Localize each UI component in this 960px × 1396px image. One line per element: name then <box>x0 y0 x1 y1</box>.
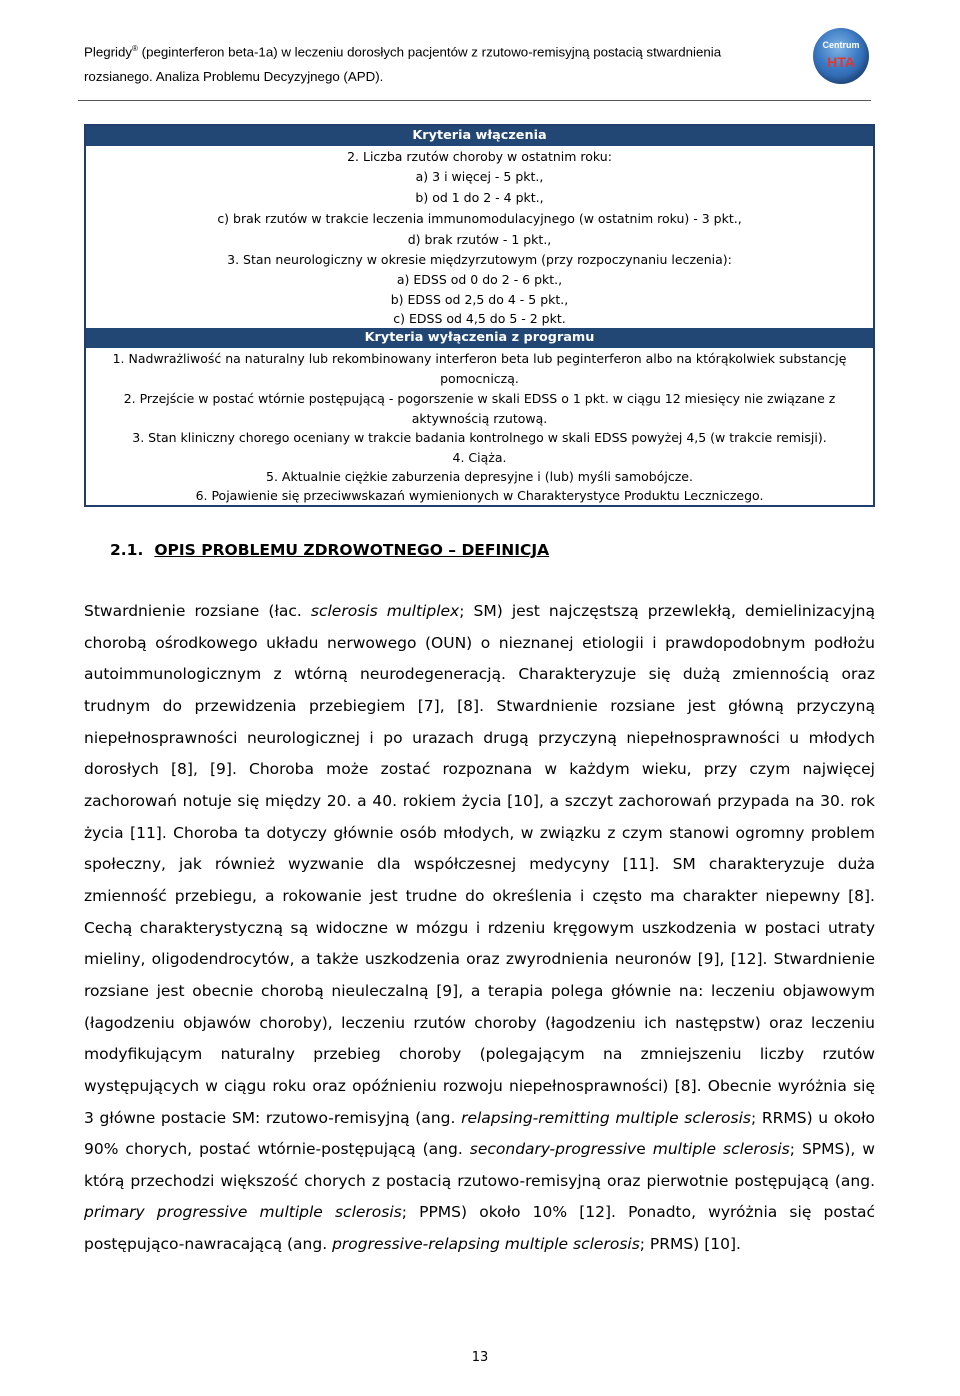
criteria-table <box>84 124 875 507</box>
inclusion-line: 2. Liczba rzutów choroby w ostatnim roku: <box>347 149 612 164</box>
italic-term: multiple sclerosis <box>652 1140 790 1159</box>
exclusion-line: 5. Aktualnie ciężkie zaburzenia depresyjne i (lub) myśli samobójcze. <box>266 469 693 484</box>
exclusion-criteria-heading: Kryteria wyłączenia z programu <box>86 328 873 348</box>
exclusion-line: 6. Pojawienie się przeciwwskazań wymienionych w Charakterystyce Produktu Leczniczego. <box>195 488 764 503</box>
italic-term: progressive-relapsing multiple sclerosis <box>332 1235 640 1254</box>
header-title-line2: rozsianego. Analiza Problemu Decyzyjnego (APD). <box>84 69 384 85</box>
registered-mark: ® <box>132 44 138 53</box>
exclusion-line: 4. Ciąża. <box>452 450 507 465</box>
logo-text-bottom: HTA <box>827 54 855 70</box>
document-header <box>84 36 814 89</box>
page-number: 13 <box>471 1350 489 1365</box>
header-product-name: Plegridy <box>84 44 133 60</box>
italic-term: primary progressive multiple sclerosis <box>84 1203 402 1222</box>
italic-term: relapsing-remitting multiple sclerosis <box>461 1108 752 1127</box>
exclusion-line: 2. Przejście w postać wtórnie postępującą - pogorszenie w skali EDSS o 1 pkt. w ciągu 12 miesięcy nie związane z <box>123 391 836 406</box>
inclusion-criteria-heading: Kryteria włączenia <box>86 126 873 146</box>
header-title-rest: (peginterferon beta-1a) w leczeniu dorosłych pacjentów z rzutowo-remisyjną postacią stwardnienia <box>137 44 722 60</box>
inclusion-line: c) EDSS od 4,5 do 5 - 2 pkt. <box>393 311 566 326</box>
logo-text-top: Centrum <box>822 40 860 50</box>
paragraph-text: Stwardnienie rozsiane (łac. <box>84 602 311 620</box>
italic-term: secondary-progressiv <box>469 1140 637 1159</box>
paragraph-text: ; PPMS) około 10% [12]. Ponadto, wyróżnia się postać postępująco-nawracającą (ang. <box>84 1203 875 1254</box>
inclusion-line: 3. Stan neurologiczny w okresie międzyrzutowym (przy rozpoczynaniu leczenia): <box>227 252 732 267</box>
paragraph-text: ; SM) jest najczęstszą przewlekłą, demielinizacyjną chorobą ośrodkowego układu nerwowego (OUN) o nieznanej etiologii i prawdopodobnym podłożu autoimmunologicznym z wtórną neurodegeneracją. Charakteryzuje się dużą zmiennością oraz trudnym do przewidzenia przebiegiem [7], [8]. Stwardnienie rozsiane jest główną przyczyną niepełnosprawności neurologicznej i po urazach drugą przyczyną niepełnosprawności u młodych dorosłych [8], [9]. Choroba może zostać rozpoznana w każdym wieku, przy czym najwięcej zachorowań notuje się między 20. a 40. rokiem życia [10], a szczyt zachorowań przypada na 30. rok życia [11]. Choroba ta dotyczy głównie osób młodych, w związku z czym stanowi ogromny problem społeczny, jak również wyzwanie dla współczesnej medycyny [11]. SM charakteryzuje duża zmienność przebiegu, a rokowanie jest trudne do określenia i często ma charakter niepewny [8]. Cechą charakterystyczną są widoczne w mózgu i rdzeniu kręgowym uszkodzenia w postaci utraty mieliny, oligodendrocytów, a także uszkodzenia oraz zwyrodnienia neuronów [9], [12]. Stwardnienie rozsiane jest obecnie chorobą nieuleczalną [9], a terapia polega głównie na: leczeniu objawowym (łagodzeniu objawów choroby), leczeniu rzutów choroby (łagodzeniu ich następstw) oraz leczeniu modyfikującym naturalny przebieg choroby (polegającym na zmniejszeniu liczby rzutów występujących w ciągu roku oraz opóźnieniu rozwoju niepełnosprawności) [8]. Obecnie wyróżnia się 3 główne postacie SM: rzutowo-remisyjną (ang. <box>84 602 876 1127</box>
inclusion-line: c) brak rzutów w trakcie leczenia immunomodulacyjnego (w ostatnim roku) - 3 pkt., <box>217 211 742 226</box>
paragraph-text: ; PRMS) [10]. <box>639 1235 741 1254</box>
inclusion-line: b) od 1 do 2 - 4 pkt., <box>415 190 544 205</box>
inclusion-line: a) EDSS od 0 do 2 - 6 pkt., <box>396 272 563 287</box>
exclusion-line: 1. Nadwrażliwość na naturalny lub rekombinowany interferon beta lub peginterferon albo na którąkolwiek substancję <box>112 351 847 366</box>
body-paragraph <box>84 596 875 1261</box>
section-number: 2.1. <box>110 541 144 559</box>
centrum-hta-logo <box>813 28 869 84</box>
paragraph-text: ; SPMS), w którą przechodzi większość chorych z postacią rzutowo-remisyjną oraz pierwotnie postępującą (ang. <box>84 1140 875 1190</box>
exclusion-line: pomocniczą. <box>440 371 519 386</box>
exclusion-line: 3. Stan kliniczny chorego oceniany w trakcie badania kontrolnego w skali EDSS powyżej 4,5 (w trakcie remisji). <box>132 430 827 445</box>
inclusion-line: b) EDSS od 2,5 do 4 - 5 pkt., <box>390 292 569 307</box>
section-heading <box>110 538 549 562</box>
exclusion-line: aktywnością rzutową. <box>411 411 548 426</box>
header-divider <box>78 100 871 101</box>
section-title: OPIS PROBLEMU ZDROWOTNEGO – DEFINICJA <box>154 541 550 559</box>
inclusion-line: d) brak rzutów - 1 pkt., <box>407 232 552 247</box>
inclusion-line: a) 3 i więcej - 5 pkt., <box>415 169 544 184</box>
paragraph-text: e <box>636 1140 653 1159</box>
italic-term: sclerosis multiplex <box>310 602 460 620</box>
paragraph-text: ; RRMS) u około 90% chorych, postać wtórnie-postępującą (ang. <box>84 1108 876 1159</box>
